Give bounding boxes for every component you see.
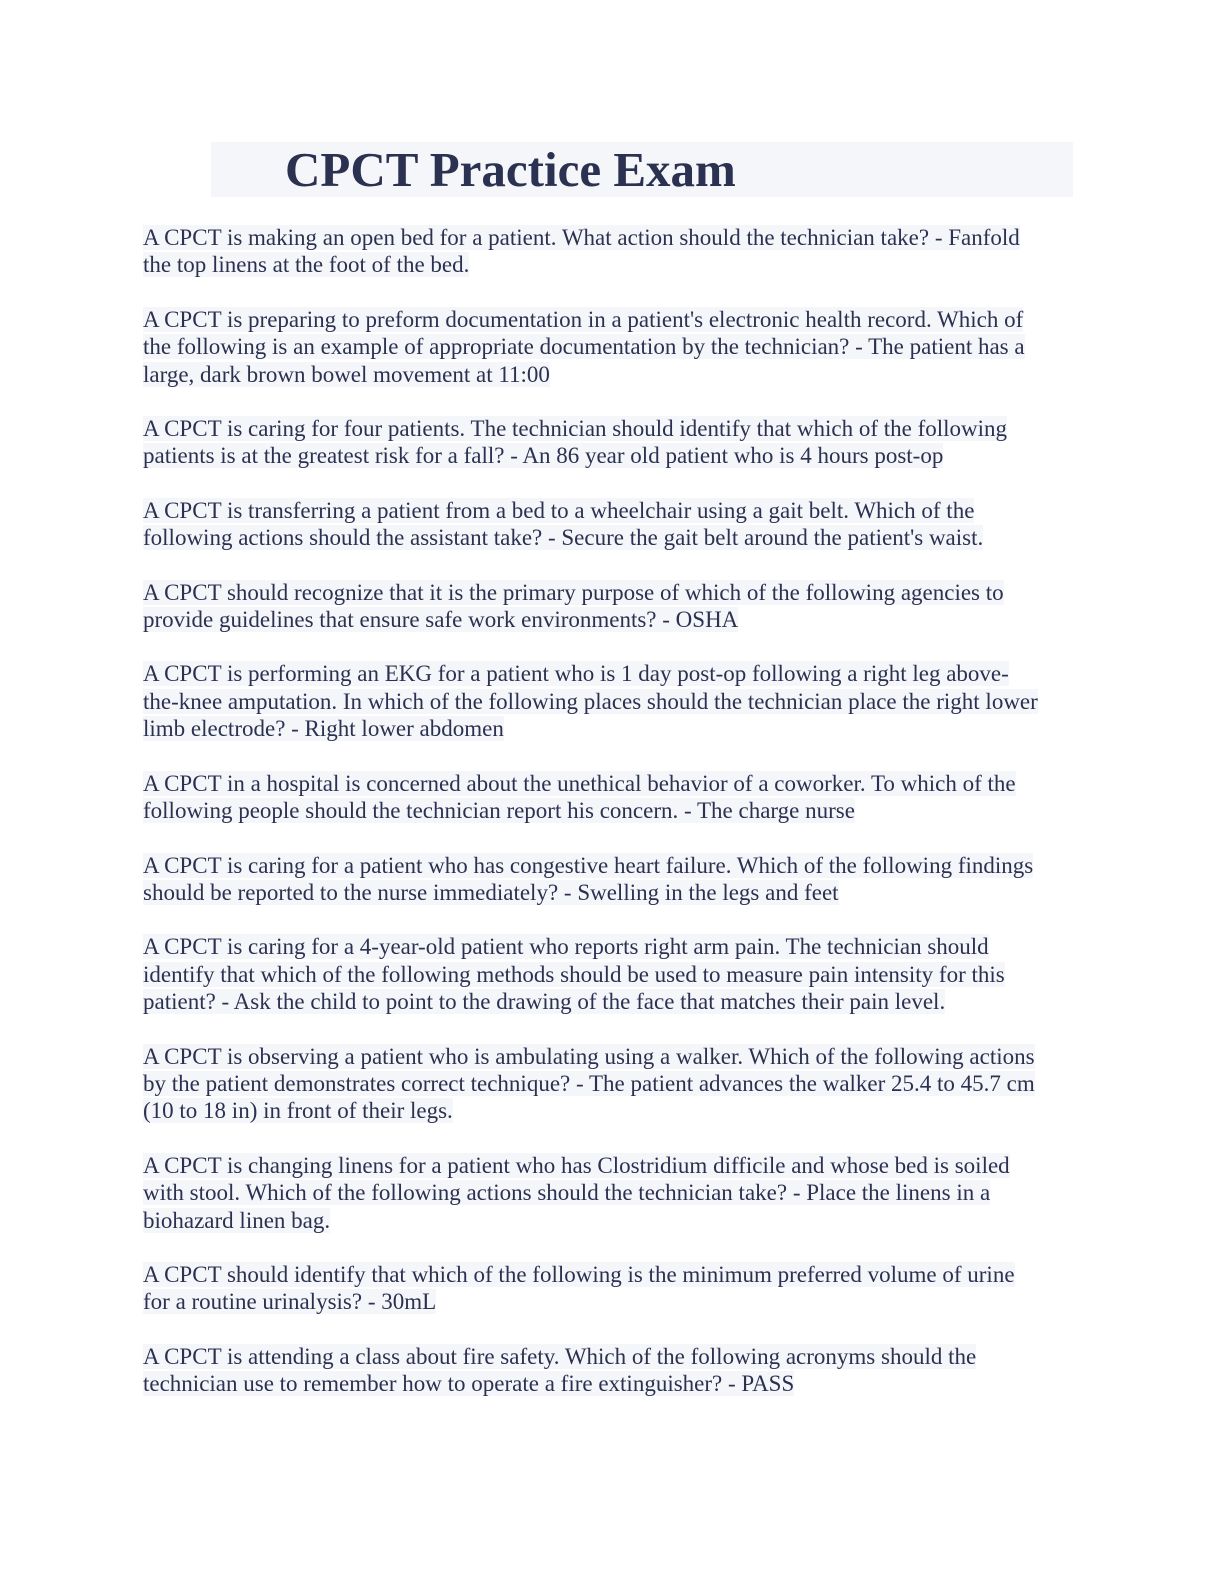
question-answer-text: A CPCT in a hospital is concerned about the unethical behavior of a coworker. To which of the following people should the technician report his concern. - The charge nurse	[143, 770, 1016, 824]
list-item	[143, 1152, 1083, 1234]
list-item	[143, 415, 1083, 470]
list-item	[143, 770, 1083, 825]
page-title: CPCT Practice Exam	[285, 142, 736, 197]
list-item	[143, 1043, 1083, 1125]
question-answer-text: A CPCT is transferring a patient from a bed to a wheelchair using a gait belt. Which of the following actions should the assistant take? - Secure the gait belt around the patient's waist.	[143, 497, 984, 551]
list-item	[143, 224, 1083, 279]
question-answer-text: A CPCT is making an open bed for a patient. What action should the technician take? - Fanfold the top linens at the foot of the bed.	[143, 225, 1020, 278]
list-item	[143, 660, 1083, 742]
question-answer-text: A CPCT is caring for a patient who has congestive heart failure. Which of the following findings should be reported to the nurse immediately? - Swelling in the legs and feet	[143, 852, 1034, 905]
list-item	[143, 852, 1083, 907]
question-list	[143, 224, 1083, 1425]
question-answer-text: A CPCT is changing linens for a patient who has Clostridium difficile and whose bed is soiled with stool. Which of the following actions should the technician take? - Place the linens in a biohazard linen bag.	[143, 1152, 1010, 1233]
list-item	[143, 306, 1083, 388]
question-answer-text: A CPCT is caring for four patients. The technician should identify that which of the following patients is at the greatest risk for a fall? - An 86 year old patient who is 4 hours post-op	[143, 416, 1008, 469]
list-item	[143, 1343, 1083, 1398]
question-answer-text: A CPCT is caring for a 4-year-old patient who reports right arm pain. The technician should identify that which of the following methods should be used to measure pain intensity for this patient? - Ask the child to point to the drawing of the face that matches their pain level.	[143, 934, 1005, 1015]
question-answer-text: A CPCT should recognize that it is the primary purpose of which of the following agencies to provide guidelines that ensure safe work environments? - OSHA	[143, 579, 1004, 633]
question-answer-text: A CPCT is attending a class about fire safety. Which of the following acronyms should the technician use to remember how to operate a fire extinguisher? - PASS	[143, 1343, 977, 1397]
question-answer-text: A CPCT is observing a patient who is ambulating using a walker. Which of the following actions by the patient demonstrates correct technique? - The patient advances the walker 25.4 to 45.7 cm (10 to 18 in) in front of their legs.	[143, 1043, 1035, 1124]
list-item	[143, 497, 1083, 552]
list-item	[143, 1261, 1083, 1316]
question-answer-text: A CPCT is performing an EKG for a patient who is 1 day post-op following a right leg above- the-knee amputation. In which of the following places should the technician place the right lower limb electrode? - Right lower abdomen	[143, 661, 1038, 742]
question-answer-text: A CPCT is preparing to preform documentation in a patient's electronic health record. Which of the following is an example of appropriate documentation by the technician? - The patient has a large, dark brown bowel movement at 11:00	[143, 306, 1025, 387]
list-item	[143, 933, 1083, 1015]
list-item	[143, 579, 1083, 634]
question-answer-text: A CPCT should identify that which of the following is the minimum preferred volume of urine for a routine urinalysis? - 30mL	[143, 1261, 1015, 1315]
